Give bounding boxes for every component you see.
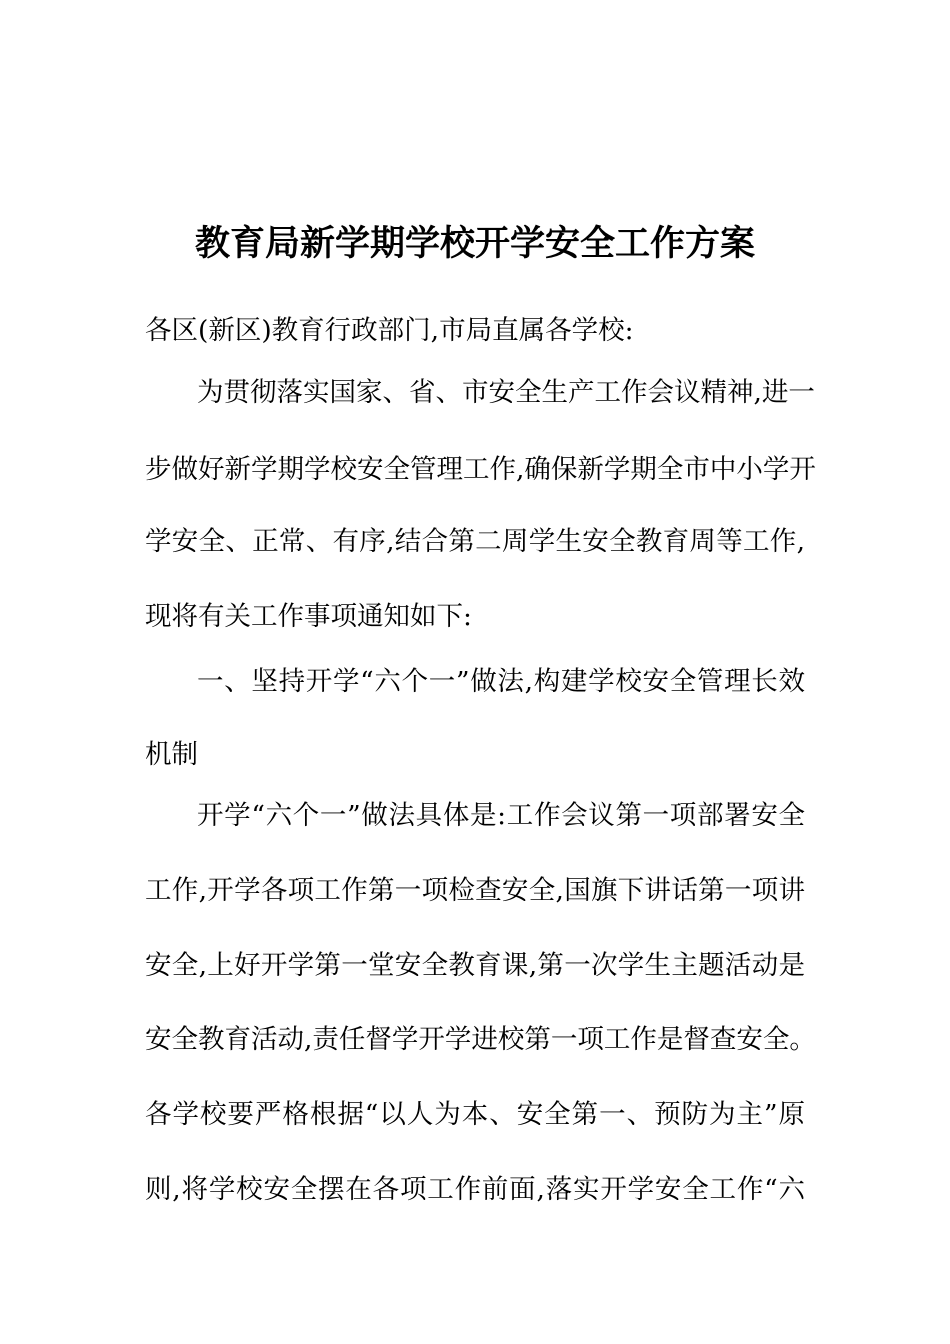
body-line: 则,将学校安全摆在各项工作前面,落实开学安全工作“六 [145, 1174, 805, 1205]
body-line: 各学校要严格根据“以人为本、安全第一、预防为主”原 [145, 1099, 805, 1130]
salutation-line: 各区(新区)教育行政部门,市局直属各学校: [145, 315, 634, 346]
body-line: 工作,开学各项工作第一项检查安全,国旗下讲话第一项讲 [145, 875, 805, 906]
body-line: 开学“六个一”做法具体是:工作会议第一项部署安全 [197, 800, 805, 831]
document-title: 教育局新学期学校开学安全工作方案 [194, 223, 755, 264]
body-line: 安全教育活动,责任督学开学进校第一项工作是督查安全。 [145, 1024, 816, 1055]
body-line: 为贯彻落实国家、省、市安全生产工作会议精神,进一 [197, 377, 815, 408]
section-heading-line: 一、坚持开学“六个一”做法,构建学校安全管理长效 [197, 666, 805, 697]
body-line: 安全,上好开学第一堂安全教育课,第一次学生主题活动是 [145, 950, 805, 981]
body-line: 学安全、正常、有序,结合第二周学生安全教育周等工作, [145, 526, 805, 557]
section-heading-line: 机制 [145, 739, 198, 770]
body-line: 步做好新学期学校安全管理工作,确保新学期全市中小学开 [145, 454, 816, 485]
body-line: 现将有关工作事项通知如下: [145, 601, 472, 632]
